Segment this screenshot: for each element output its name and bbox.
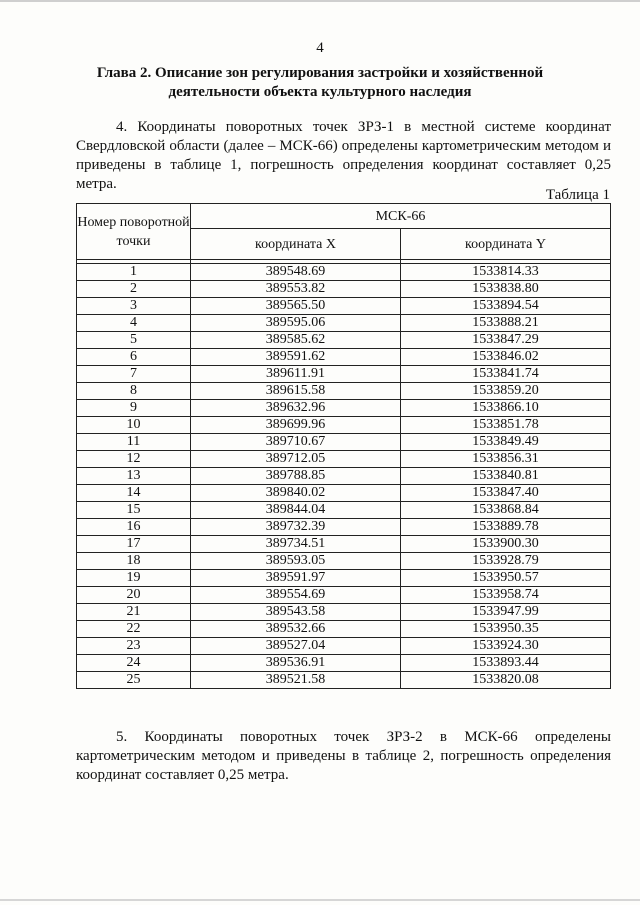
paragraph-4-text: 4. Координаты поворотных точек ЗРЗ-1 в местной системе координат Свердловской области (далее – МСК-66) определены картометрическим методом и приведены в таблице 1, погрешность определения координат составляет 0,25 метра.	[76, 119, 611, 192]
cell-coordinate-y: 1533888.21	[401, 315, 611, 332]
table-row	[77, 332, 611, 349]
cell-coordinate-y: 1533814.33	[401, 264, 611, 281]
cell-coordinate-y: 1533893.44	[401, 655, 611, 672]
cell-point-number: 12	[77, 451, 191, 468]
cell-coordinate-x: 389553.82	[191, 281, 401, 298]
cell-coordinate-y: 1533950.35	[401, 621, 611, 638]
cell-coordinate-y: 1533856.31	[401, 451, 611, 468]
table-row	[77, 638, 611, 655]
cell-coordinate-x: 389527.04	[191, 638, 401, 655]
cell-coordinate-x: 389844.04	[191, 502, 401, 519]
table-caption: Таблица 1	[545, 187, 610, 203]
cell-coordinate-x: 389543.58	[191, 604, 401, 621]
coordinates-table	[76, 203, 611, 689]
cell-coordinate-y: 1533840.81	[401, 468, 611, 485]
cell-coordinate-x: 389593.05	[191, 553, 401, 570]
table-row	[77, 587, 611, 604]
table-row	[77, 519, 611, 536]
cell-coordinate-y: 1533849.49	[401, 434, 611, 451]
cell-point-number: 3	[77, 298, 191, 315]
cell-coordinate-y: 1533847.40	[401, 485, 611, 502]
table-row	[77, 400, 611, 417]
table-row	[77, 349, 611, 366]
cell-coordinate-y: 1533924.30	[401, 638, 611, 655]
header-coordinate-x: координата X	[191, 229, 401, 260]
cell-point-number: 14	[77, 485, 191, 502]
cell-point-number: 13	[77, 468, 191, 485]
table-row	[77, 502, 611, 519]
table-row	[77, 672, 611, 689]
cell-coordinate-y: 1533838.80	[401, 281, 611, 298]
table-row	[77, 366, 611, 383]
table-row	[77, 298, 611, 315]
table-row	[77, 621, 611, 638]
cell-coordinate-y: 1533846.02	[401, 349, 611, 366]
cell-coordinate-y: 1533947.99	[401, 604, 611, 621]
cell-point-number: 16	[77, 519, 191, 536]
cell-point-number: 5	[77, 332, 191, 349]
cell-point-number: 15	[77, 502, 191, 519]
table-row	[77, 383, 611, 400]
cell-point-number: 21	[77, 604, 191, 621]
cell-coordinate-y: 1533900.30	[401, 536, 611, 553]
paragraph-5-text: 5. Координаты поворотных точек ЗРЗ-2 в МСК-66 определены картометрическим методом и приведены в таблице 2, погрешность определения координат составляет 0,25 метра.	[76, 729, 611, 783]
paragraph-4	[76, 118, 611, 194]
cell-coordinate-y: 1533894.54	[401, 298, 611, 315]
cell-coordinate-y: 1533866.10	[401, 400, 611, 417]
cell-coordinate-x: 389554.69	[191, 587, 401, 604]
cell-coordinate-x: 389591.62	[191, 349, 401, 366]
table-row	[77, 553, 611, 570]
cell-point-number: 19	[77, 570, 191, 587]
cell-coordinate-y: 1533859.20	[401, 383, 611, 400]
cell-point-number: 22	[77, 621, 191, 638]
cell-coordinate-y: 1533958.74	[401, 587, 611, 604]
cell-coordinate-x: 389521.58	[191, 672, 401, 689]
cell-coordinate-x: 389591.97	[191, 570, 401, 587]
page-number: 4	[316, 40, 324, 56]
cell-coordinate-x: 389548.69	[191, 264, 401, 281]
cell-coordinate-y: 1533851.78	[401, 417, 611, 434]
cell-coordinate-x: 389532.66	[191, 621, 401, 638]
cell-point-number: 9	[77, 400, 191, 417]
paragraph-5	[76, 728, 611, 785]
table-row	[77, 451, 611, 468]
cell-point-number: 25	[77, 672, 191, 689]
cell-coordinate-y: 1533847.29	[401, 332, 611, 349]
cell-point-number: 7	[77, 366, 191, 383]
chapter-title: Глава 2. Описание зон регулирования застройки и хозяйственной деятельности объекта культурного наследия	[96, 65, 544, 100]
cell-coordinate-x: 389840.02	[191, 485, 401, 502]
cell-coordinate-y: 1533841.74	[401, 366, 611, 383]
table-row	[77, 468, 611, 485]
cell-coordinate-x: 389788.85	[191, 468, 401, 485]
cell-coordinate-x: 389585.62	[191, 332, 401, 349]
table-row	[77, 570, 611, 587]
cell-point-number: 4	[77, 315, 191, 332]
cell-coordinate-y: 1533950.57	[401, 570, 611, 587]
cell-point-number: 8	[77, 383, 191, 400]
cell-coordinate-x: 389632.96	[191, 400, 401, 417]
cell-point-number: 1	[77, 264, 191, 281]
table-row	[77, 315, 611, 332]
cell-point-number: 2	[77, 281, 191, 298]
cell-point-number: 6	[77, 349, 191, 366]
cell-coordinate-x: 389710.67	[191, 434, 401, 451]
header-coordinate-y: координата Y	[401, 229, 611, 260]
cell-coordinate-x: 389712.05	[191, 451, 401, 468]
cell-coordinate-x: 389536.91	[191, 655, 401, 672]
cell-coordinate-x: 389734.51	[191, 536, 401, 553]
cell-coordinate-y: 1533928.79	[401, 553, 611, 570]
table-row	[77, 434, 611, 451]
table-row	[77, 604, 611, 621]
cell-coordinate-x: 389732.39	[191, 519, 401, 536]
header-coordinate-system: МСК-66	[191, 204, 611, 229]
table-row	[77, 485, 611, 502]
cell-point-number: 10	[77, 417, 191, 434]
cell-coordinate-y: 1533820.08	[401, 672, 611, 689]
table-row	[77, 417, 611, 434]
cell-coordinate-x: 389595.06	[191, 315, 401, 332]
bottom-scan-edge	[0, 899, 640, 901]
cell-point-number: 18	[77, 553, 191, 570]
cell-coordinate-x: 389615.58	[191, 383, 401, 400]
cell-point-number: 20	[77, 587, 191, 604]
table-row	[77, 536, 611, 553]
cell-point-number: 24	[77, 655, 191, 672]
cell-coordinate-x: 389565.50	[191, 298, 401, 315]
cell-coordinate-y: 1533889.78	[401, 519, 611, 536]
header-point-number: Номер поворотной точки	[77, 204, 191, 260]
cell-coordinate-x: 389611.91	[191, 366, 401, 383]
cell-coordinate-x: 389699.96	[191, 417, 401, 434]
top-scan-edge	[0, 0, 640, 2]
cell-point-number: 17	[77, 536, 191, 553]
cell-point-number: 23	[77, 638, 191, 655]
table-row	[77, 264, 611, 281]
cell-point-number: 11	[77, 434, 191, 451]
table-row	[77, 281, 611, 298]
cell-coordinate-y: 1533868.84	[401, 502, 611, 519]
table-row	[77, 655, 611, 672]
